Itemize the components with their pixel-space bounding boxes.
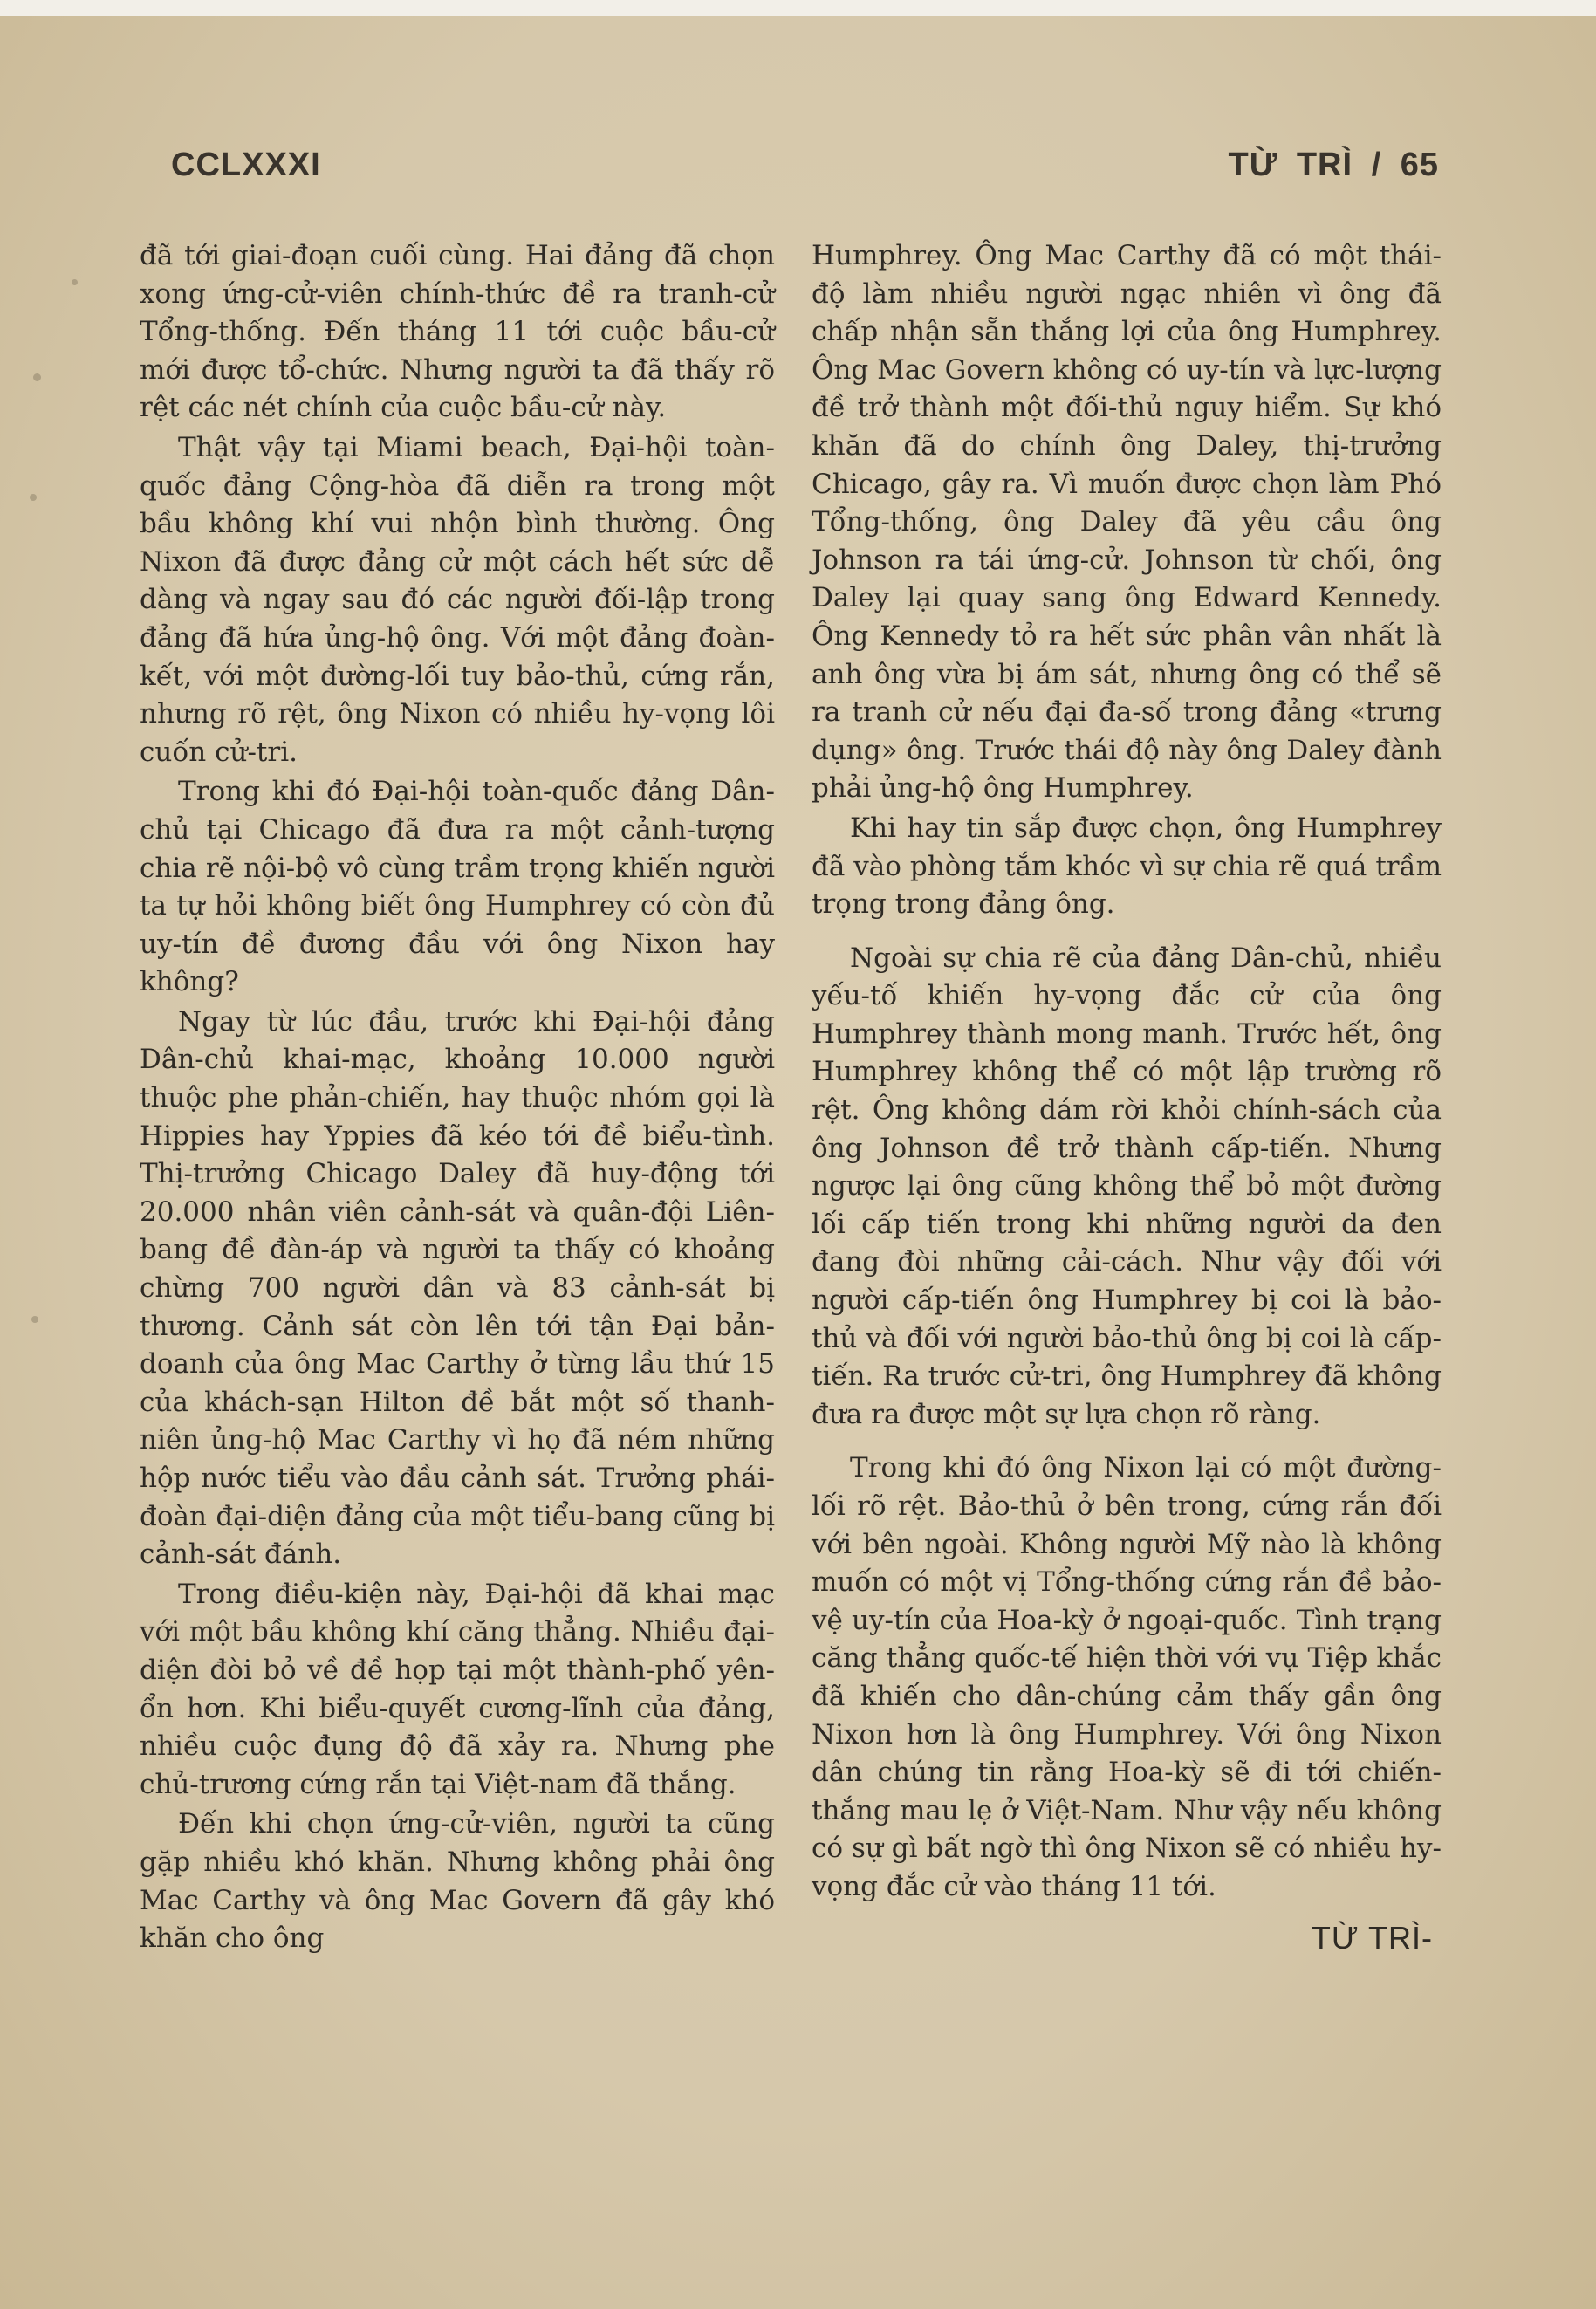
paragraph: Đến khi chọn ứng-cử-viên, người ta cũng gặp nhiều khó khăn. Nhưng không phải ông Mac Carthy và ông Mac Govern đã gây khó khăn cho ông (140, 1808, 775, 1955)
smudge-mark (30, 494, 37, 501)
paragraph: Thật vậy tại Miami beach, Đại-hội toàn-quốc đảng Cộng-hòa đã diễn ra trong một bầu không khí vui nhộn bình thường. Ông Nixon đã được đảng cử một cách hết sức dễ dàng và ngay sau đó các người đối-lập trong đảng đã hứa ủng-hộ ông. Với một đảng đoàn-kết, với một đường-lối tuy bảo-thủ, cứng rắn, nhưng rõ rệt, ông Nixon có nhiều hy-vọng lôi cuốn cử-tri. (140, 431, 775, 768)
paragraph: Humphrey. Ông Mac Carthy đã có một thái-độ làm nhiều người ngạc nhiên vì ông đã chấp nhận sẵn thắng lợi của ông Humphrey. Ông Mac Govern không có uy-tín và lực-lượng đề trở thành một đối-thủ nguy hiểm. Sự khó khăn đã do chính ông Daley, thị-trưởng Chicago, gây ra. Vì muốn được chọn làm Phó Tổng-thống, ông Daley đã yêu cầu ông Johnson ra tái ứng-cử. Johnson từ chối, ông Daley lại quay sang ông Edward Kennedy. Ông Kennedy tỏ ra hết sức phân vân nhất là anh ông vừa bị ám sát, nhưng ông có thể sẽ ra tranh cử nếu đại đa-số trong đảng «trưng dụng» ông. Trước thái độ này ông Daley đành phải ủng-hộ ông Humphrey. (812, 240, 1442, 805)
paragraph: Ngay từ lúc đầu, trước khi Đại-hội đảng Dân-chủ khai-mạc, khoảng 10.000 người thuộc phe phản-chiến, hay thuộc nhóm gọi là Hippies hay Yppies đã kéo tới đề biểu-tình. Thị-trưởng Chicago Daley đã huy-động tới 20.000 nhân viên cảnh-sát và quân-đội Liên-bang đề đàn-áp và người ta thấy có khoảng chừng 700 người dân và 83 cảnh-sát bị thương. Cảnh sát còn lên tới tận Đại bản-doanh của ông Mac Carthy ở từng lầu thứ 15 của khách-sạn Hilton đề bắt một số thanh-niên ủng-hộ Mac Carthy vì họ đã ném những hộp nước tiểu vào đầu cảnh sát. Trưởng phái-đoàn đại-diện đảng của một tiểu-bang cũng bị cảnh-sát đánh. (140, 1005, 775, 1571)
smudge-mark (72, 279, 78, 285)
paragraph: Trong điều-kiện này, Đại-hội đã khai mạc với một bầu không khí căng thẳng. Nhiều đại-diện đòi bỏ về đề họp tại một thành-phố yên-ổn hơn. Khi biểu-quyết cương-lĩnh của đảng, nhiều cuộc đụng độ đã xảy ra. Nhưng phe chủ-trương cứng rắn tại Việt-nam đã thắng. (140, 1578, 775, 1800)
smudge-mark (33, 373, 41, 381)
right-column (812, 237, 1442, 1956)
left-column (140, 237, 775, 1960)
page-header (171, 147, 1439, 199)
section-number: CCLXXXI (171, 147, 321, 183)
running-title: TỪ TRÌ / 65 (1228, 147, 1439, 183)
author-signature: TỪ TRÌ- (1311, 1919, 1433, 1956)
paragraph: Trong khi đó Đại-hội toàn-quốc đảng Dân-chủ tại Chicago đã đưa ra một cảnh-tượng chia rẽ nội-bộ vô cùng trầm trọng khiến người ta tự hỏi không biết ông Humphrey có còn đủ uy-tín đề đương đầu với ông Nixon hay không? (140, 776, 775, 998)
paragraph: Khi hay tin sắp được chọn, ông Humphrey đã vào phòng tắm khóc vì sự chia rẽ quá trầm trọng trong đảng ông. (812, 812, 1442, 921)
smudge-mark (31, 1316, 38, 1323)
paragraph: Ngoài sự chia rẽ của đảng Dân-chủ, nhiều yếu-tố khiến hy-vọng đắc cử của ông Humphrey thành mong manh. Trước hết, ông Humphrey không thể có một lập trường rõ rệt. Ông không dám rời khỏi chính-sách của ông Johnson đề trở thành cấp-tiến. Nhưng ngược lại ông cũng không thể bỏ một đường lối cấp tiến trong khi những người da đen đang đòi những cải-cách. Như vậy đối với người cấp-tiến ông Humphrey bị coi là bảo-thủ và đối với người bảo-thủ ông bị coi là cấp-tiến. Ra trước cử-tri, ông Humphrey đã không đưa ra được một sự lựa chọn rõ ràng. (812, 942, 1442, 1430)
paragraph: đã tới giai-đoạn cuối cùng. Hai đảng đã chọn xong ứng-cử-viên chính-thức đề ra tranh-cử Tổng-thống. Đến tháng 11 tới cuộc bầu-cử mới được tổ-chức. Nhưng người ta đã thấy rõ rệt các nét chính của cuộc bầu-cử này. (140, 240, 775, 424)
paragraph: Trong khi đó ông Nixon lại có một đường-lối rõ rệt. Bảo-thủ ở bên trong, cứng rắn đối với bên ngoài. Không người Mỹ nào là không muốn có một vị Tổng-thống cứng rắn đề bảo-vệ uy-tín của Hoa-kỳ ở ngoại-quốc. Tình trạng căng thẳng quốc-tế hiện thời với vụ Tiệp khắc đã khiến cho dân-chúng cảm thấy gần ông Nixon hơn là ông Humphrey. Với ông Nixon dân chúng tin rằng Hoa-kỳ sẽ đi tới chiến-thắng mau lẹ ở Việt-Nam. Như vậy nếu không có sự gì bất ngờ thì ông Nixon sẽ có nhiều hy-vọng đắc cử vào tháng 11 tới. (812, 1452, 1442, 1902)
